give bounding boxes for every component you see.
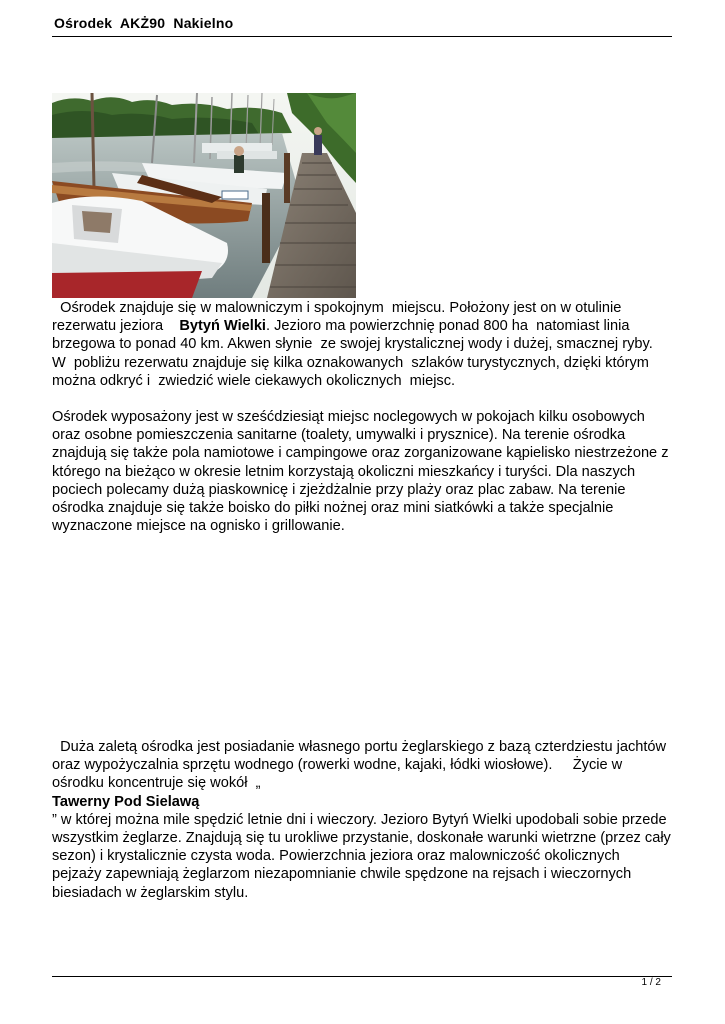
text-segment: . Jezioro ma powierzchnię ponad 800 ha natomiast linia xyxy=(266,318,630,335)
text-line xyxy=(52,317,677,335)
text-line: Duża zaletą ośrodka jest posiadanie własnego portu żeglarskiego z bazą czterdziestu jachtów xyxy=(52,739,667,755)
text-line: Ośrodek wyposażony jest w sześćdziesiąt miejsc noclegowych w pokojach kilku osobowych xyxy=(52,409,645,425)
page-title: Ośrodek AKŻ90 Nakielno xyxy=(54,15,234,31)
text-line: ośrodku koncentruje się wokół „ xyxy=(52,775,261,792)
text-line: ośrodka znajduje się także boisko do piłki nożnej oraz mini siatkówki a także specjalnie xyxy=(52,500,614,517)
text-line: W pobliżu rezerwatu znajduje się kilka oznakowanych szlaków turystycznych, dzięki którym xyxy=(52,354,649,371)
text-line: wszystkim żeglarze. Znajdują się tu urokliwe przystanie, doskonałe warunki wietrzne (przez cały xyxy=(52,830,671,847)
tavern-name: Tawerny Pod Sielawą xyxy=(52,793,200,810)
text-line: oraz osobne pomieszczenia sanitarne (toalety, umywalki i prysznice). Na terenie ośrodka xyxy=(52,427,626,444)
text-line: biesiadach w żeglarskim stylu. xyxy=(52,884,249,901)
harbor-photo xyxy=(52,93,356,298)
header-divider xyxy=(52,36,672,37)
footer-divider xyxy=(52,976,672,977)
facilities-paragraph xyxy=(52,408,677,535)
page-number: 1 / 2 xyxy=(641,977,661,988)
text-line: znajdują się także pola namiotowe i campingowe oraz zorganizowane kąpielisko niestrzeżone z xyxy=(52,445,669,462)
text-segment: rezerwatu jeziora xyxy=(52,318,180,335)
lake-name: Bytyń Wielki xyxy=(179,318,266,335)
text-line: ” w której można mile spędzić letnie dni i wieczory. Jezioro Bytyń Wielki upodobali sobie przede xyxy=(52,811,667,828)
text-line: oraz wypożyczalnia sprzętu wodnego (rowerki wodne, kajaki, łódki wiosłowe). Życie w xyxy=(52,757,623,774)
harbor-paragraph xyxy=(52,738,677,902)
text-line: pociech polecamy dużą piaskownicę i zjeżdżalnie przy plaży oraz plac zabaw. Na terenie xyxy=(52,481,626,498)
text-line: brzegowa to ponad 40 km. Akwen słynie ze swojej krystalicznej wody i dużej, smacznej ryby. xyxy=(52,336,653,353)
text-line: pejzaży zapewniają żeglarzom niezapomnianie chwile spędzone na rejsach i wieczornych xyxy=(52,866,632,883)
text-line: Ośrodek znajduje się w malowniczym i spokojnym miejscu. Położony jest on w otulinie xyxy=(52,300,622,316)
text-line: sezon) i krystalicznie czysta woda. Powierzchnia jeziora oraz malowniczość okolicznych xyxy=(52,848,620,865)
intro-paragraph xyxy=(52,299,677,390)
text-line: wyznaczone miejsce na ognisko i grillowanie. xyxy=(52,518,345,535)
text-line: którego na bieżąco w okresie letnim korzystają okoliczni mieszkańcy i turyści. Dla naszych xyxy=(52,463,636,480)
text-line: można odkryć i zwiedzić wiele ciekawych okolicznych miejsc. xyxy=(52,372,456,389)
